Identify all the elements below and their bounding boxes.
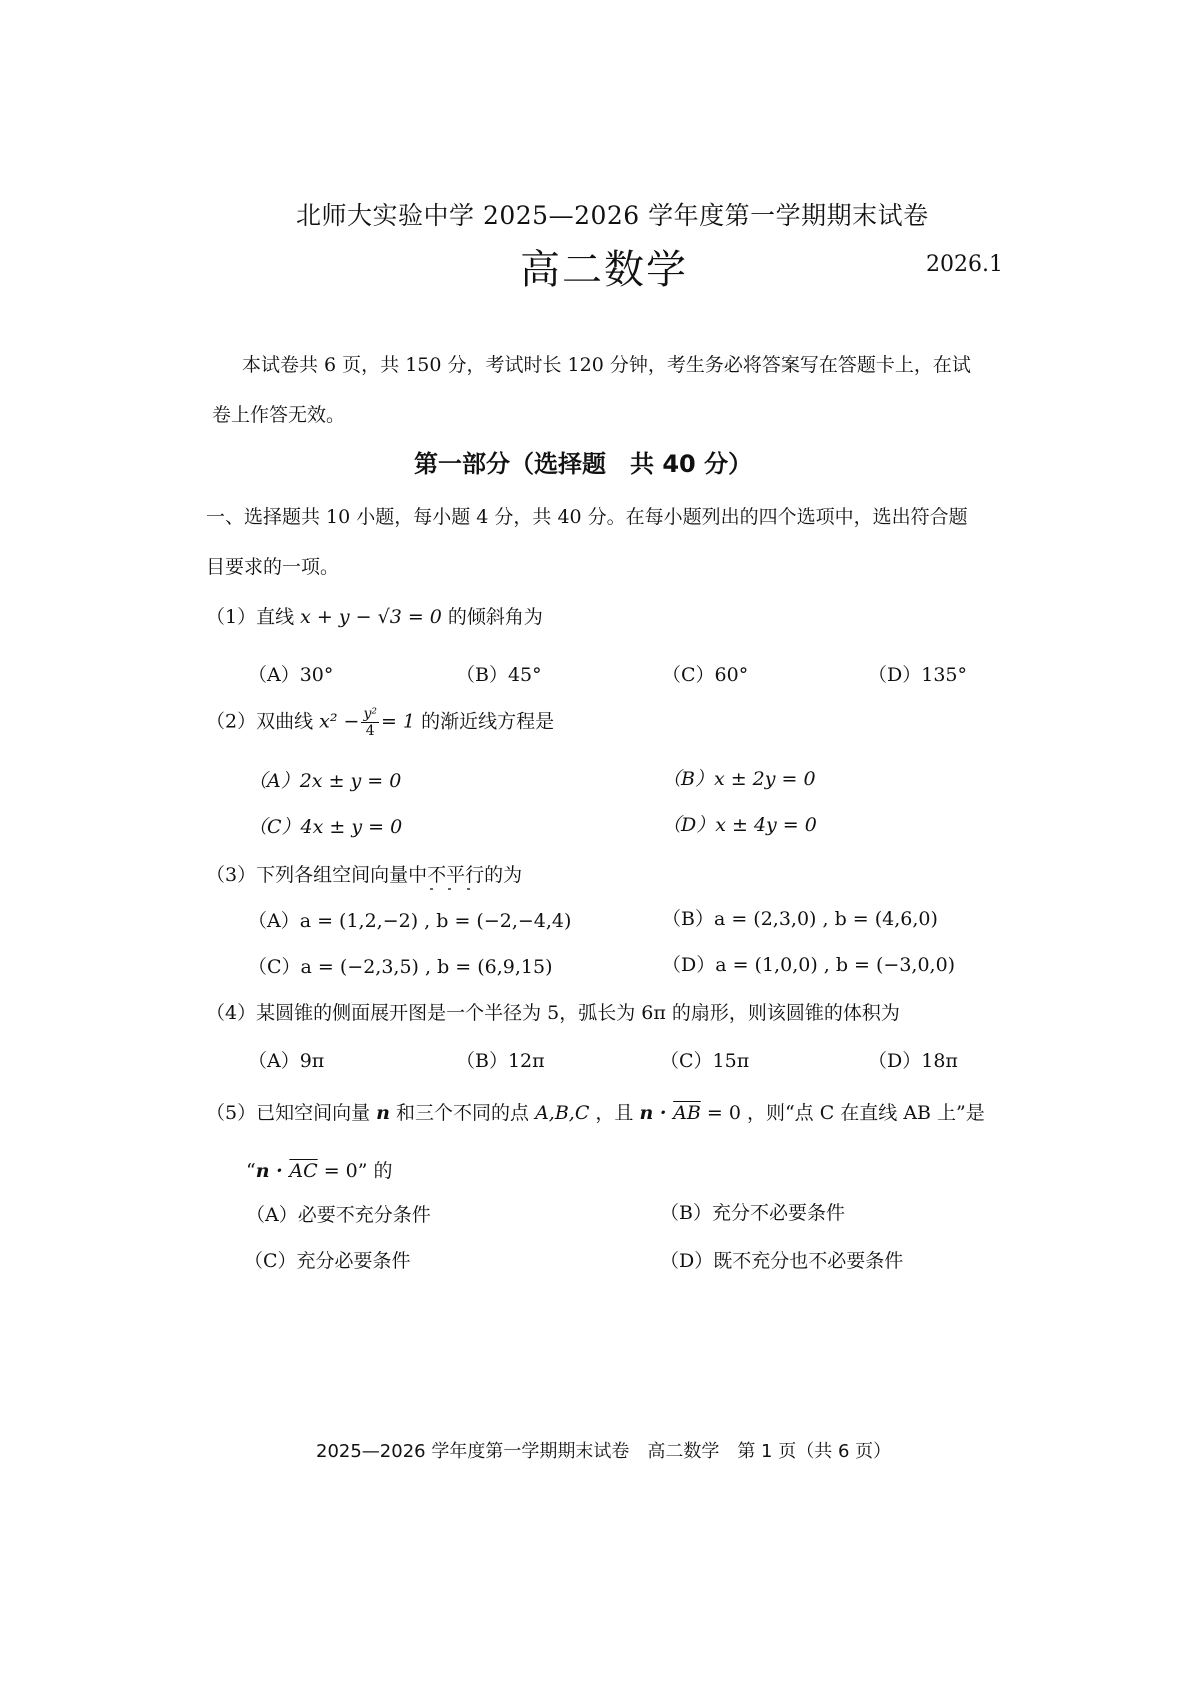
- question-4: [206, 998, 900, 1025]
- point-names: A,B,C: [535, 1102, 590, 1124]
- option-a: （A）2x ± y = 0: [248, 770, 402, 792]
- question-text: 的渐近线方程是: [415, 710, 555, 733]
- question-text: 已知空间向量: [256, 1102, 377, 1124]
- option-b: （B）a = (2,3,0) , b = (4,6,0): [662, 908, 938, 930]
- page-footer: 2025—2026 学年度第一学期期末试卷 高二数学 第 1 页（共 6 页）: [316, 1441, 892, 1462]
- emphasis-dot: [430, 888, 433, 890]
- question-text: 双曲线: [256, 710, 320, 733]
- math-expression: x + y − √3 = 0: [300, 606, 442, 628]
- intro-line-2: 卷上作答无效。: [212, 404, 346, 426]
- math-expression: x² −: [319, 710, 360, 733]
- question-1: [206, 602, 543, 629]
- intro-line-1: 本试卷共 6 页，共 150 分，考试时长 120 分钟，考生务必将答案写在答题卡上，在试: [242, 354, 971, 376]
- emphasis-dot: [448, 888, 451, 890]
- dot-product-operand: n ·: [639, 1102, 674, 1124]
- question-number: （2）: [206, 710, 257, 733]
- question-number: （3）: [206, 864, 257, 886]
- question-3: [206, 860, 522, 887]
- question-text: 的为: [484, 864, 523, 886]
- emphasis-dot: [467, 888, 470, 890]
- fraction-numerator: y²: [363, 706, 377, 722]
- school-title: 北师大实验中学 2025—2026 学年度第一学期期末试卷: [296, 201, 929, 230]
- option-a: （A）30°: [248, 664, 334, 686]
- question-number: （1）: [206, 606, 257, 628]
- dot-product-operand: n ·: [255, 1160, 290, 1182]
- instruction-line-1: 一、选择题共 10 小题，每小题 4 分，共 40 分。在每小题列出的四个选项中，选出符合题: [206, 506, 968, 528]
- option-c: （C）15π: [660, 1050, 750, 1072]
- option-d: （D）18π: [868, 1050, 958, 1072]
- question-text: 某圆锥的侧面展开图是一个半径为 5，弧长为 6π 的扇形，则该圆锥的体积为: [256, 1002, 900, 1024]
- math-expression: = 0: [317, 1160, 358, 1182]
- option-b: （B）12π: [456, 1050, 545, 1072]
- emphasized-text: 不平行: [427, 864, 485, 886]
- question-5: [206, 1098, 985, 1125]
- option-b: （B）45°: [456, 664, 542, 686]
- math-expression: = 1: [380, 710, 416, 733]
- math-expression: = 0: [700, 1102, 741, 1124]
- vector-symbol: n: [376, 1102, 390, 1124]
- option-d: （D）x ± 4y = 0: [662, 814, 817, 836]
- question-text: ，则“点 C 在直线 AB 上”是: [740, 1102, 985, 1124]
- instruction-line-2: 目要求的一项。: [206, 556, 340, 578]
- question-text: 直线: [256, 606, 301, 628]
- question-number: （4）: [206, 1002, 257, 1024]
- section-heading: 第一部分（选择题 共 40 分）: [414, 450, 753, 478]
- question-text: 的倾斜角为: [441, 606, 543, 628]
- vector-ab: $\overline{AB}$: [673, 1102, 701, 1124]
- option-d: （D）既不充分也不必要条件: [660, 1250, 904, 1272]
- option-c: （C）4x ± y = 0: [248, 816, 403, 838]
- option-a: （A）必要不充分条件: [246, 1204, 431, 1226]
- question-5-line-2: [246, 1156, 393, 1183]
- option-a: （A）9π: [248, 1050, 325, 1072]
- question-number: （5）: [206, 1102, 257, 1124]
- exam-date: 2026.1: [926, 252, 1003, 277]
- quote-open: “: [246, 1160, 256, 1182]
- quote-close: ” 的: [357, 1160, 393, 1182]
- option-c: （C）a = (−2,3,5) , b = (6,9,15): [248, 956, 553, 978]
- subject-title: 高二数学: [520, 247, 688, 293]
- option-b: （B）充分不必要条件: [660, 1202, 845, 1224]
- option-c: （C）充分必要条件: [244, 1250, 411, 1272]
- question-text: 和三个不同的点: [389, 1102, 536, 1124]
- question-2: [206, 706, 554, 739]
- option-c: （C）60°: [662, 664, 749, 686]
- question-text: 下列各组空间向量中: [256, 864, 428, 886]
- fraction-denominator: 4: [365, 723, 375, 739]
- option-a: （A）a = (1,2,−2) , b = (−2,−4,4): [248, 910, 572, 932]
- option-b: （B）x ± 2y = 0: [662, 768, 816, 790]
- question-text: ，且: [589, 1102, 640, 1124]
- fraction: [361, 706, 379, 739]
- option-d: （D）a = (1,0,0) , b = (−3,0,0): [662, 954, 956, 976]
- option-d: （D）135°: [868, 664, 967, 686]
- vector-ac: $\overline{AC}$: [289, 1160, 318, 1182]
